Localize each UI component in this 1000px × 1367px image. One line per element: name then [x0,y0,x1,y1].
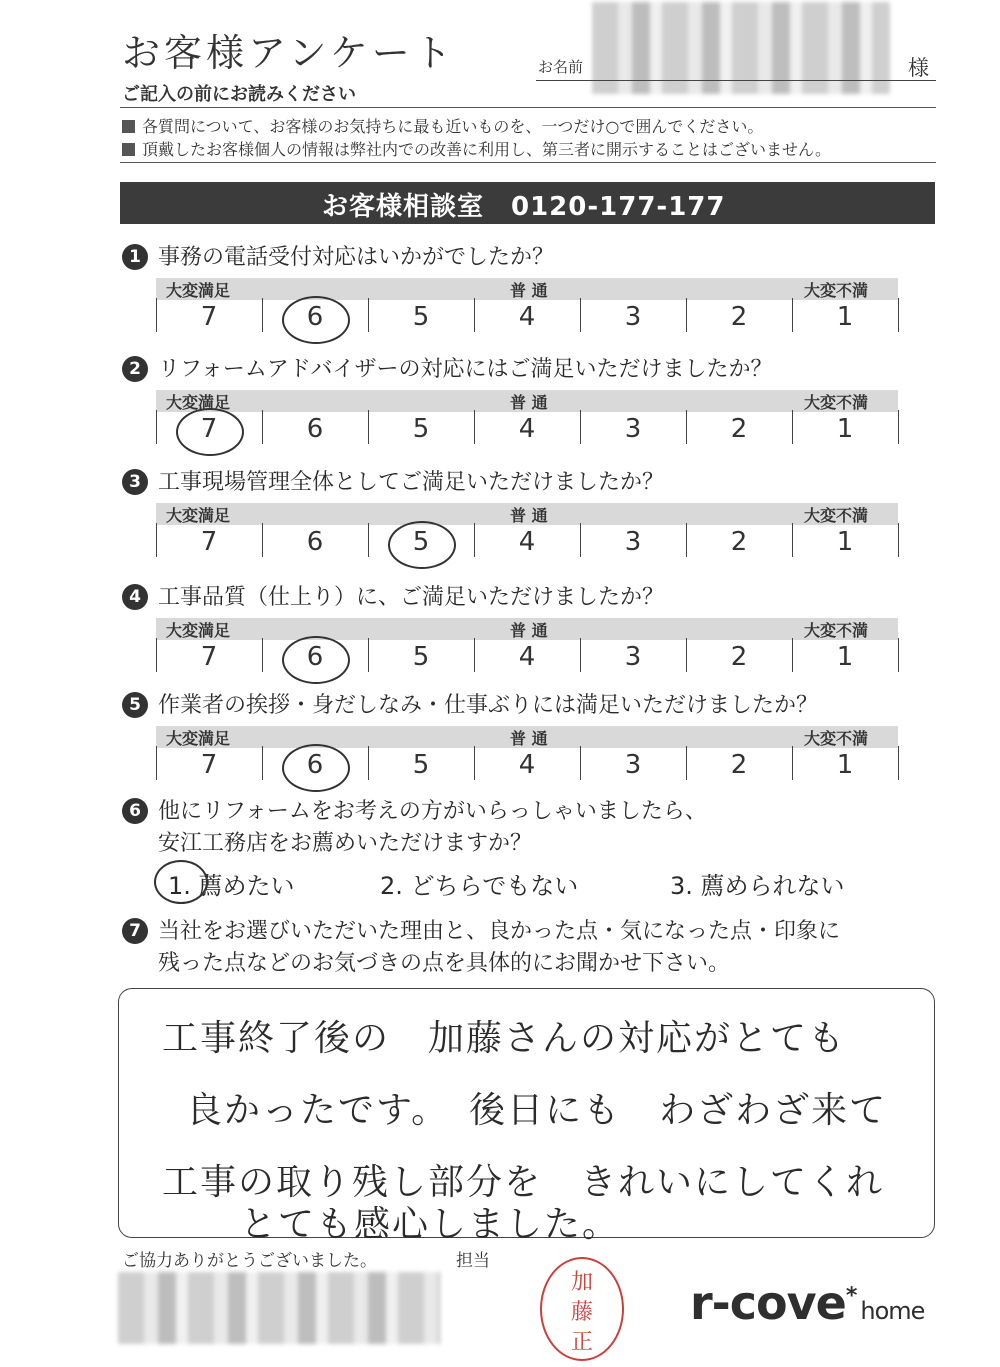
rating-option[interactable]: 7 [200,750,218,780]
rating-option[interactable]: 6 [306,414,324,444]
notice-bullet: 頂戴したお客様個人の情報は弊社内での改善に利用し、第三者に開示することはございません。 [122,137,831,160]
scale-label-best: 大変満足 [166,281,231,300]
survey-title: お客様アンケート [122,31,456,75]
scale-divider [898,410,899,444]
scale-label-worst: 大変不満 [804,506,869,525]
rating-option[interactable]: 7 [200,642,218,672]
answer-circle [282,744,350,792]
question-text: 他にリフォームをお考えの方がいらっしゃいましたら、 [158,799,707,824]
rating-option[interactable]: 3 [624,302,642,332]
question-text: 安江工務店をお薦めいただけますか？ [158,831,533,856]
name-underline [536,80,936,81]
question-text: 工事品質（仕上り）に、ご満足いただけましたか？ [158,585,665,610]
rating-option[interactable]: 4 [518,302,536,332]
rating-option[interactable]: 5 [412,414,430,444]
scale-label-neutral: 普 通 [510,393,548,412]
scale-label-neutral: 普 通 [510,729,548,748]
rating-option[interactable]: 2 [730,750,748,780]
scale-label-neutral: 普 通 [510,281,548,300]
scale-label-best: 大変満足 [166,393,231,412]
scale-divider [898,298,899,332]
scale-label-best: 大変満足 [166,729,231,748]
rating-option[interactable]: 6 [306,750,324,780]
question-number: 6 [122,798,148,824]
rating-option[interactable]: 4 [518,527,536,557]
notice-rule [120,107,936,108]
rating-option[interactable]: 5 [412,750,430,780]
rating-option[interactable]: 7 [200,414,218,444]
logo-text: r-cove [690,1276,846,1330]
question-number: 4 [122,584,148,610]
question-text: 当社をお選びいただいた理由と、良かった点・気になった点・印象に [158,919,841,944]
contact-banner-text: お客様相談室 0120-177-177 [322,192,726,222]
rating-option[interactable]: 5 [412,302,430,332]
question-number: 7 [122,918,148,944]
rating-option[interactable]: 2 [730,527,748,557]
stamp-char: 正 [570,1330,593,1355]
rating-option[interactable]: 1 [836,642,854,672]
staff-label: 担当 [456,1251,490,1271]
redacted-company-info [118,1272,440,1344]
question-text: 残った点などのお気づきの点を具体的にお聞かせ下さい。 [158,951,731,976]
question-text: リフォームアドバイザーの対応にはご満足いただけましたか？ [158,357,773,382]
rating-option[interactable]: 6 [306,642,324,672]
scale-label-best: 大変満足 [166,621,231,640]
recommend-option[interactable]: 1. 薦めたい [168,872,295,900]
rating-option[interactable]: 5 [412,642,430,672]
recommend-option[interactable]: 3. 薦められない [670,872,845,900]
rating-option[interactable]: 1 [836,527,854,557]
scale-divider [898,523,899,557]
name-suffix: 様 [908,56,929,80]
rating-option[interactable]: 6 [306,527,324,557]
rating-option[interactable]: 3 [624,750,642,780]
rating-option[interactable]: 2 [730,414,748,444]
recommend-option[interactable]: 2. どちらでもない [380,872,579,900]
answer-circle [176,408,244,456]
notice-heading: ご記入の前にお読みください [122,84,356,105]
scale-divider [898,746,899,780]
answer-circle-q6 [154,860,208,904]
rating-option[interactable]: 6 [306,302,324,332]
notice-bullet: 各質問について、お客様のお気持ちに最も近いものを、一つだけ○で囲んでください。 [122,114,763,137]
rating-option[interactable]: 1 [836,750,854,780]
rating-option[interactable]: 2 [730,302,748,332]
rating-option[interactable]: 4 [518,414,536,444]
rating-option[interactable]: 5 [412,527,430,557]
rating-option[interactable]: 3 [624,642,642,672]
rating-option[interactable]: 4 [518,642,536,672]
handwritten-comment-line: 良かったです。 後日にも わざわざ来て [186,1090,888,1131]
rating-option[interactable]: 2 [730,642,748,672]
question-number: 3 [122,469,148,495]
rating-option[interactable]: 1 [836,414,854,444]
question-text: 事務の電話受付対応はいかがでしたか？ [158,245,555,270]
handwritten-comment-line: とても感心しました。 [240,1204,621,1245]
rating-option[interactable]: 3 [624,414,642,444]
logo-subtext: home [860,1297,925,1325]
question-number: 1 [122,244,148,270]
rating-option[interactable]: 1 [836,302,854,332]
scale-label-neutral: 普 通 [510,506,548,525]
thanks-text: ご協力ありがとうございました。 [122,1251,377,1271]
answer-circle [282,636,350,684]
scale-label-best: 大変満足 [166,506,231,525]
scale-label-worst: 大変不満 [804,621,869,640]
scale-label-worst: 大変不満 [804,281,869,300]
notice-rule-bottom [120,162,936,163]
rating-option[interactable]: 4 [518,750,536,780]
rating-option[interactable]: 7 [200,527,218,557]
scale-label-worst: 大変不満 [804,393,869,412]
stamp-char: 加 [570,1270,593,1295]
handwritten-comment-line: 工事終了後の 加藤さんの対応がとても [162,1018,847,1059]
name-label: お名前 [538,58,584,76]
question-number: 2 [122,356,148,382]
answer-circle [282,296,350,344]
question-number: 5 [122,692,148,718]
stamp-char: 藤 [570,1300,593,1325]
scale-divider [898,638,899,672]
scale-label-neutral: 普 通 [510,621,548,640]
hanko-stamp [540,1257,624,1361]
rating-option[interactable]: 7 [200,302,218,332]
company-logo: r-cove*home [690,1276,925,1330]
handwritten-comment-line: 工事の取り残し部分を きれいにしてくれ [162,1162,885,1203]
rating-option[interactable]: 3 [624,527,642,557]
question-text: 工事現場管理全体としてご満足いただけましたか？ [158,470,665,495]
question-text: 作業者の挨拶・身だしなみ・仕事ぶりには満足いただけましたか？ [158,693,819,718]
scale-label-worst: 大変不満 [804,729,869,748]
answer-circle [388,521,456,569]
